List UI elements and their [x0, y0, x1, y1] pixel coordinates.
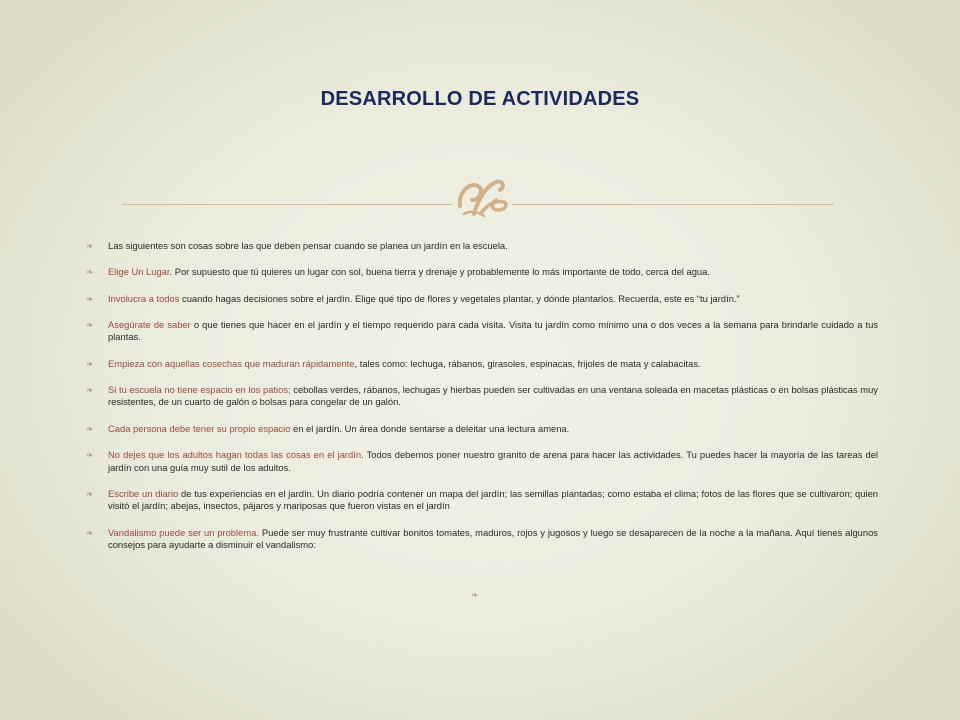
list-item	[86, 384, 878, 409]
leaf-bullet-icon: ❧	[86, 267, 94, 278]
item-body: de tus experiencias en el jardín. Un diario podría contener un mapa del jardín; las semillas plantadas; como estaba el clima; fotos de las flores que se cultivaron; quien visitó el jardín; abejas, insectos, pájaros y mariposas que fueron vistas en el jardín	[108, 487, 878, 512]
leaf-bullet-icon: ❧	[86, 293, 94, 304]
item-body: cebollas verdes, rábanos, lechugas y hierbas pueden ser cultivadas en una ventana soleada en macetas plásticas o en bolsas plásticas muy resistentes, de un cuarto de galón o bolsas para congelar de un galón.	[108, 383, 878, 408]
divider-line-right	[512, 204, 834, 205]
leaf-bullet-icon: ❧	[86, 423, 94, 434]
item-text	[108, 384, 878, 409]
item-highlight: Elige Un Lugar	[108, 266, 170, 278]
leaf-bullet-icon: ❧	[471, 590, 479, 600]
list-item	[86, 293, 878, 306]
list-item	[86, 423, 878, 436]
item-body: o que tienes que hacer en el jardín y el tiempo requerido para cada visita. Visita tu jardín como mínimo una o dos veces a la semana para brindarle cuidado a tus plantas.	[108, 318, 879, 343]
item-text	[108, 527, 878, 552]
list-item	[86, 266, 878, 279]
leaf-bullet-icon: ❧	[86, 527, 94, 538]
item-highlight: No dejes que los adultos hagan todas las cosas en el jardín	[108, 449, 362, 461]
item-text	[108, 449, 878, 474]
item-text	[108, 293, 878, 306]
leaf-bullet-icon: ❧	[86, 358, 94, 369]
item-highlight: Asegúrate de saber	[108, 318, 191, 330]
item-highlight: Si tu escuela no tiene espacio en los patios;	[108, 383, 291, 395]
slide-title: DESARROLLO DE ACTIVIDADES	[320, 88, 640, 110]
item-body: Puede ser muy frustrante cultivar bonitos tomates, maduros, rojos y jugosos y luego se desaparecen de la noche a la mañana. Aquí tienes algunos consejos para ayudarte a disminuir el vandalismo:	[108, 526, 878, 551]
item-highlight: Involucra a todos	[108, 292, 180, 304]
list-item	[86, 358, 878, 371]
item-text	[108, 266, 878, 279]
item-highlight: Cada persona debe tener su propio espacio	[108, 422, 291, 434]
item-body: en el jardín. Un área donde sentarse a deleitar una lectura amena.	[290, 422, 570, 434]
list-item	[86, 488, 878, 513]
leaf-bullet-icon: ❧	[86, 241, 94, 251]
item-body: . Por supuesto que tú quieres un lugar con sol, buena tierra y drenaje y probablemente lo más importante de todo, cerca del agua.	[169, 266, 710, 278]
leaf-bullet-icon: ❧	[86, 450, 94, 461]
bullet-list	[86, 240, 878, 565]
item-text	[108, 240, 878, 253]
list-item	[86, 449, 878, 474]
divider-line-left	[122, 204, 452, 205]
list-item	[86, 240, 878, 253]
leaf-bullet-icon: ❧	[86, 319, 94, 330]
item-highlight: Vandalismo puede ser un problema.	[108, 526, 259, 538]
item-highlight: Escribe un diario	[108, 487, 179, 499]
list-item	[86, 527, 878, 552]
item-text	[108, 488, 878, 513]
ornamental-swash-icon	[452, 170, 512, 226]
item-text	[108, 423, 878, 436]
list-item	[86, 319, 878, 344]
leaf-bullet-icon: ❧	[86, 488, 94, 499]
item-body: . Todos debemos poner nuestro granito de arena para hacer las actividades. Tu puedes hacer la mayoría de las tareas del jardín con una guía muy sutil de los adultos.	[108, 449, 878, 473]
item-body: cuando hagas decisiones sobre el jardín. Elige qué tipo de flores y vegetales plantar, y dónde plantarlos. Recuerda, este es “tu jardín.”	[179, 292, 740, 304]
item-highlight: Empieza con aquellas cosechas que maduran rápidamente	[108, 357, 355, 369]
item-text	[108, 319, 878, 344]
item-body: Las siguientes son cosas sobre las que deben pensar cuando se planea un jardín en la escuela.	[108, 240, 508, 251]
leaf-bullet-icon: ❧	[86, 384, 94, 395]
item-body: , tales como: lechuga, rábanos, girasoles, espinacas, frijoles de mata y calabacitas.	[354, 357, 701, 369]
item-text	[108, 358, 878, 371]
